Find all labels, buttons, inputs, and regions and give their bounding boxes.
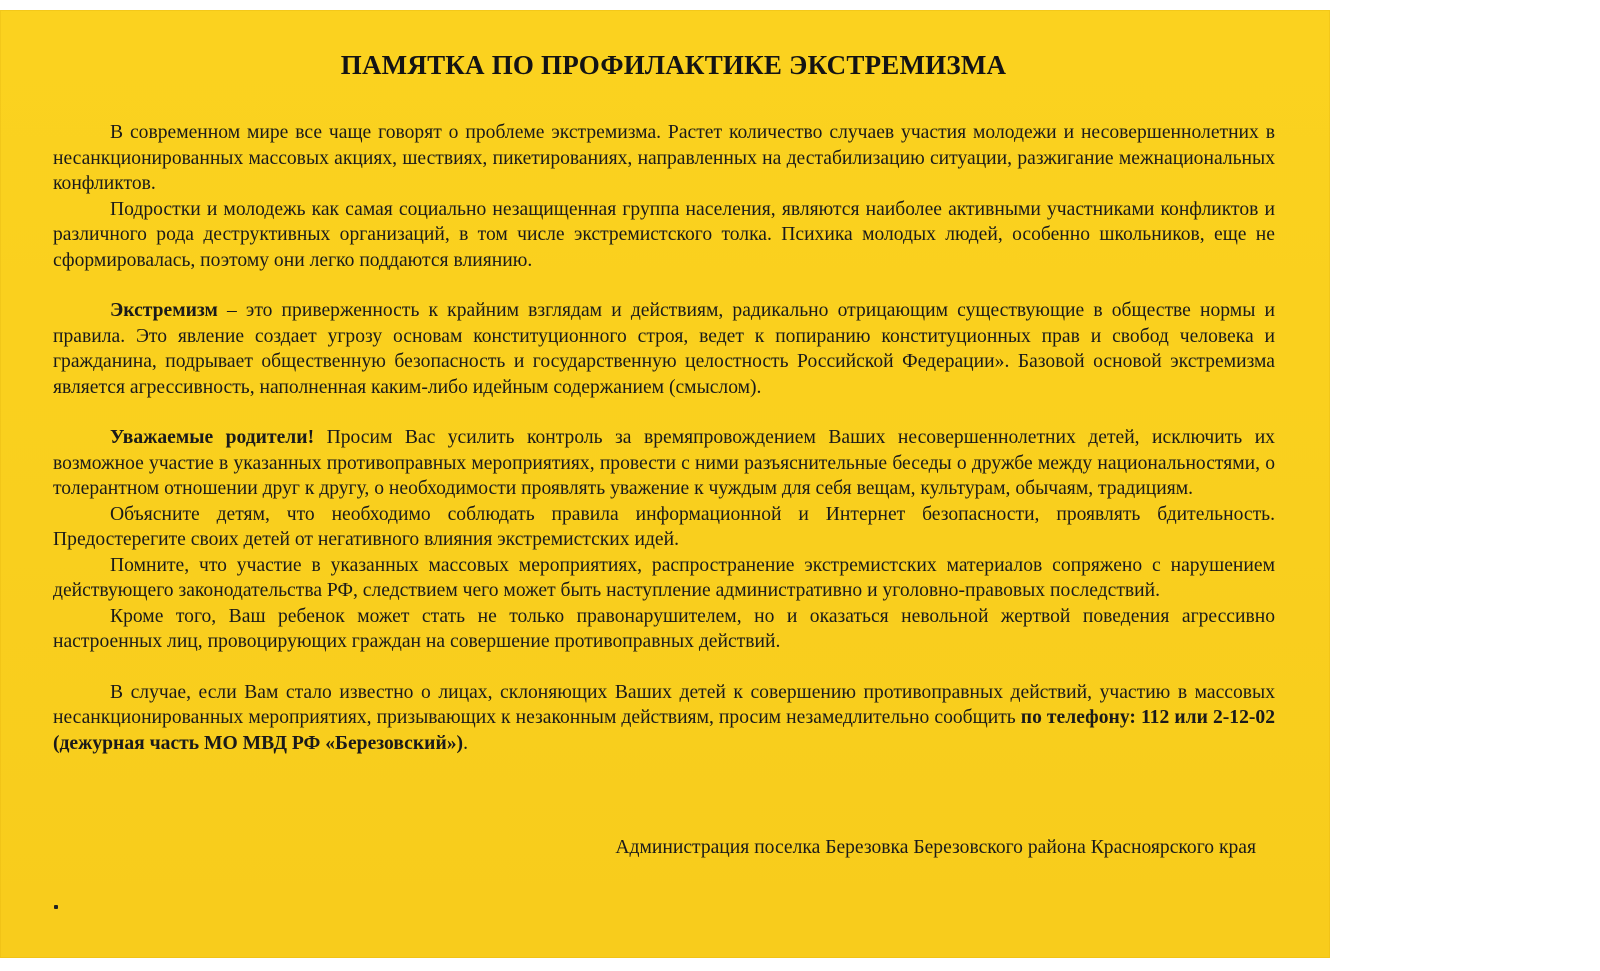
document-title: ПАМЯТКА ПО ПРОФИЛАКТИКЕ ЭКСТРЕМИЗМА xyxy=(340,50,1007,80)
report-text: В случае, если Вам стало известно о лицах, склоняющих Ваших детей к совершению противоправных действий, участию в массовых несанкционированных мероприятиях, призывающих к незаконным действиям, просим незамедлительно сообщить xyxy=(53,681,1275,728)
parents-text: Просим Вас усилить контроль за времяпровождением Ваших несовершеннолетних детей, исключить их возможное участие в указанных противоправных мероприятиях, провести с ними разъяснительные беседы о дружбе между национальностями, о толерантном отношении друг к другу, о необходимости проявлять уважение к чуждым для себя вещам, культурам, обычаям, традициям. xyxy=(53,427,1275,499)
term-extremism: Экстремизм xyxy=(110,300,218,321)
report-end: . xyxy=(463,732,468,754)
definition-text: – это приверженность к крайним взглядам и действиям, радикально отрицающим существующие в обществе нормы и правила. Это явление создает угрозу основам конституционного строя, ведет к попиранию конституционных прав и свобод человека и гражданина, подрывает общественную безопасность и государственную целостность Российской Федерации». Базовой основой экстремизма является агрессивность, наполненная каким-либо идейным содержанием (смыслом). xyxy=(53,300,1275,398)
document-body xyxy=(53,120,1275,756)
paragraph-explain: Объясните детям, что необходимо соблюдать правила информационной и Интернет безопасности, проявлять бдительность. Предостерегите своих детей от негативного влияния экстремистских идей. xyxy=(53,503,1275,550)
paragraph-youth: Подростки и молодежь как самая социально незащищенная группа населения, являются наиболее активными участниками конфликтов и различного рода деструктивных организаций, в том числе экстремистского толка. Психика молодых людей, особенно школьников, еще не сформировалась, поэтому они легко поддаются влиянию. xyxy=(53,198,1275,271)
signature: Администрация поселка Березовка Березовского района Красноярского края xyxy=(615,837,1256,858)
paragraph-intro: В современном мире все чаще говорят о проблеме экстремизма. Растет количество случаев участия молодежи и несовершеннолетних в несанкционированных массовых акциях, шествиях, пикетированиях, направленных на дестабилизацию ситуации, разжигание межнациональных конфликтов. xyxy=(53,122,1275,194)
paragraph-victim: Кроме того, Ваш ребенок может стать не только правонарушителем, но и оказаться невольной жертвой поведения агрессивно настроенных лиц, провоцирующих граждан на совершение противоправных действий. xyxy=(53,605,1275,652)
phone-numbers: по телефону: 112 или 2-12-02 (дежурная часть МО МВД РФ «Березовский») xyxy=(53,707,1275,754)
paragraph-definition xyxy=(53,298,1275,400)
paragraph-parents xyxy=(53,425,1275,502)
paragraph-remember: Помните, что участие в указанных массовых мероприятиях, распространение экстремистских материалов сопряжено с нарушением действующего законодательства РФ, следствием чего может быть наступление административно и уголовно-правовых последствий. xyxy=(53,554,1275,601)
paragraph-report xyxy=(53,680,1275,757)
scan-speck xyxy=(54,905,58,909)
parents-address: Уважаемые родители! xyxy=(110,427,315,448)
